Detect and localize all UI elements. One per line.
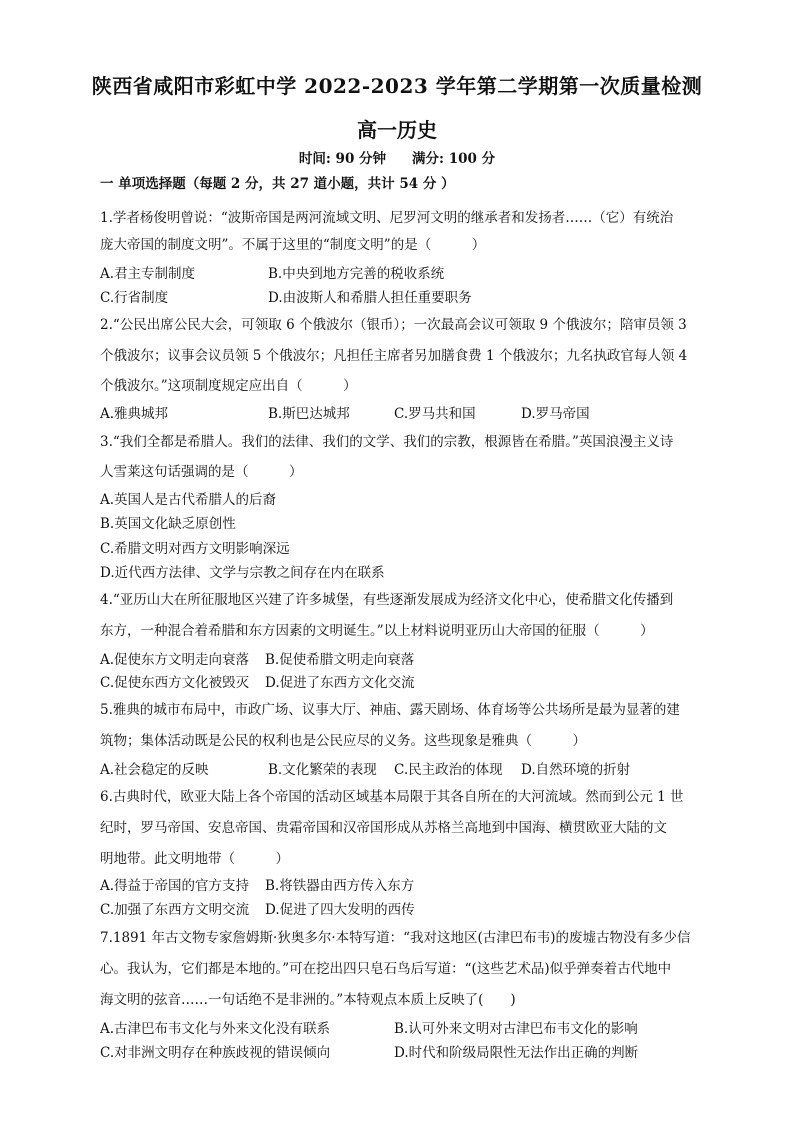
option-a: A.雅典城邦 xyxy=(100,406,169,422)
option-a: A.社会稳定的反映 xyxy=(100,762,209,778)
option-b: B.文化繁荣的表现 xyxy=(268,762,377,778)
question-text-line: 4.“亚历山大在所征服地区兴建了许多城堡，有些逐渐发展成为经济文化中心，使希腊文化传播到 xyxy=(100,592,674,608)
option-b: B.英国文化缺乏原创性 xyxy=(100,516,236,532)
option-c: C.促使东西方文化被毁灭 xyxy=(100,675,250,691)
option-c: C.行省制度 xyxy=(100,290,169,306)
question-text-line: 个俄波尔；议事会议员领 5 个俄波尔；凡担任主席者另加膳食费 1 个俄波尔；九名执政官每人领 4 xyxy=(100,348,688,364)
question-text-line: 1.学者杨俊明曾说：“波斯帝国是两河流域文明、尼罗河文明的继承者和发扬者……（它）有统治 xyxy=(100,210,674,226)
option-c: C.民主政治的体现 xyxy=(394,762,503,778)
option-d: D.由波斯人和希腊人担任重要职务 xyxy=(268,290,472,306)
option-b: B.斯巴达城邦 xyxy=(268,406,350,422)
question-text-line: 5.雅典的城市布局中，市政广场、议事大厅、神庙、露天剧场、体育场等公共场所是最为显著的建 xyxy=(100,702,680,718)
option-a: A.英国人是古代希腊人的后裔 xyxy=(100,492,277,508)
exam-subject: 高一历史 xyxy=(357,118,437,142)
question-text-line: 3.“我们全都是希腊人。我们的法律、我们的文学、我们的宗教，根源皆在希腊。”英国浪漫主义诗 xyxy=(100,434,674,450)
option-c: C.加强了东西方文明交流 xyxy=(100,902,250,918)
option-d: D.自然环境的折射 xyxy=(521,762,631,778)
question-text-line: 6.古典时代，欧亚大陆上各个帝国的活动区域基本局限于其各自所在的大河流域。然而到公元 1 世 xyxy=(100,789,684,805)
question-text-line: 东方，一种混合着希腊和东方因素的文明诞生。”以上材料说明亚历山大帝国的征服（ ） xyxy=(100,623,654,639)
question-text-line: 2.“公民出席公民大会，可领取 6 个俄波尔（银币）；一次最高会议可领取 9 个俄波尔；陪审员领 3 xyxy=(100,317,687,333)
option-c: C.希腊文明对西方文明影响深远 xyxy=(100,541,290,557)
option-d: D.促进了东西方文化交流 xyxy=(265,675,415,691)
option-a: A.君主专制制度 xyxy=(100,266,196,282)
question-text-line: 人雪莱这句话强调的是（ ） xyxy=(100,464,303,480)
question-text-line: 7.1891 年古文物专家詹姆斯·狄奥多尔·本特写道：“我对这地区(古津巴布韦)的废墟古物没有多少信 xyxy=(100,930,691,946)
option-a: A.古津巴布韦文化与外来文化没有联系 xyxy=(100,1021,331,1037)
option-d: D.罗马帝国 xyxy=(521,406,590,422)
question-text-line: 心。我认为，它们都是本地的。”可在挖出四只皂石鸟后写道：“(这些艺术品)似乎弹奏着古代地中 xyxy=(100,961,672,977)
option-d: D.时代和阶级局限性无法作出正确的判断 xyxy=(394,1045,639,1061)
question-text-line: 个俄波尔。”这项制度规定应出自（ ） xyxy=(100,378,357,394)
exam-meta xyxy=(0,147,794,167)
exam-title: 陕西省咸阳市彩虹中学 2022-2023 学年第二学期第一次质量检测 xyxy=(91,74,703,98)
question-text-line: 筑物；集体活动既是公民的权利也是公民应尽的义务。这些现象是雅典（ ） xyxy=(100,733,586,749)
exam-time: 时间: 90 分钟 xyxy=(298,151,387,167)
option-c: C.对非洲文明存在种族歧视的错误倾向 xyxy=(100,1045,331,1061)
exam-score: 满分: 100 分 xyxy=(412,151,496,167)
question-text-line: 纪时，罗马帝国、安息帝国、贵霜帝国和汉帝国形成从苏格兰高地到中国海、横贯欧亚大陆的文 xyxy=(100,820,667,836)
option-a: A.促使东方文明走向衰落 xyxy=(100,652,250,668)
section-heading: 一 单项选择题（每题 2 分，共 27 道小题，共计 54 分 ） xyxy=(100,176,455,192)
question-text-line: 海文明的弦音……一句话绝不是非洲的。”本特观点本质上反映了( ) xyxy=(100,992,516,1008)
option-b: B.中央到地方完善的税收系统 xyxy=(268,266,445,282)
option-d: D.促进了四大发明的西传 xyxy=(265,902,415,918)
option-b: B.促使希腊文明走向衰落 xyxy=(265,652,415,668)
question-text-line: 庞大帝国的制度文明”。不属于这里的“制度文明”的是（ ） xyxy=(100,237,486,253)
option-b: B.认可外来文明对古津巴布韦文化的影响 xyxy=(394,1021,638,1037)
option-d: D.近代西方法律、文学与宗教之间存在内在联系 xyxy=(100,565,385,581)
option-c: C.罗马共和国 xyxy=(394,406,476,422)
option-b: B.将铁器由西方传入东方 xyxy=(265,878,415,894)
option-a: A.得益于帝国的官方支持 xyxy=(100,878,250,894)
question-text-line: 明地带。此文明地带（ ） xyxy=(100,851,289,867)
